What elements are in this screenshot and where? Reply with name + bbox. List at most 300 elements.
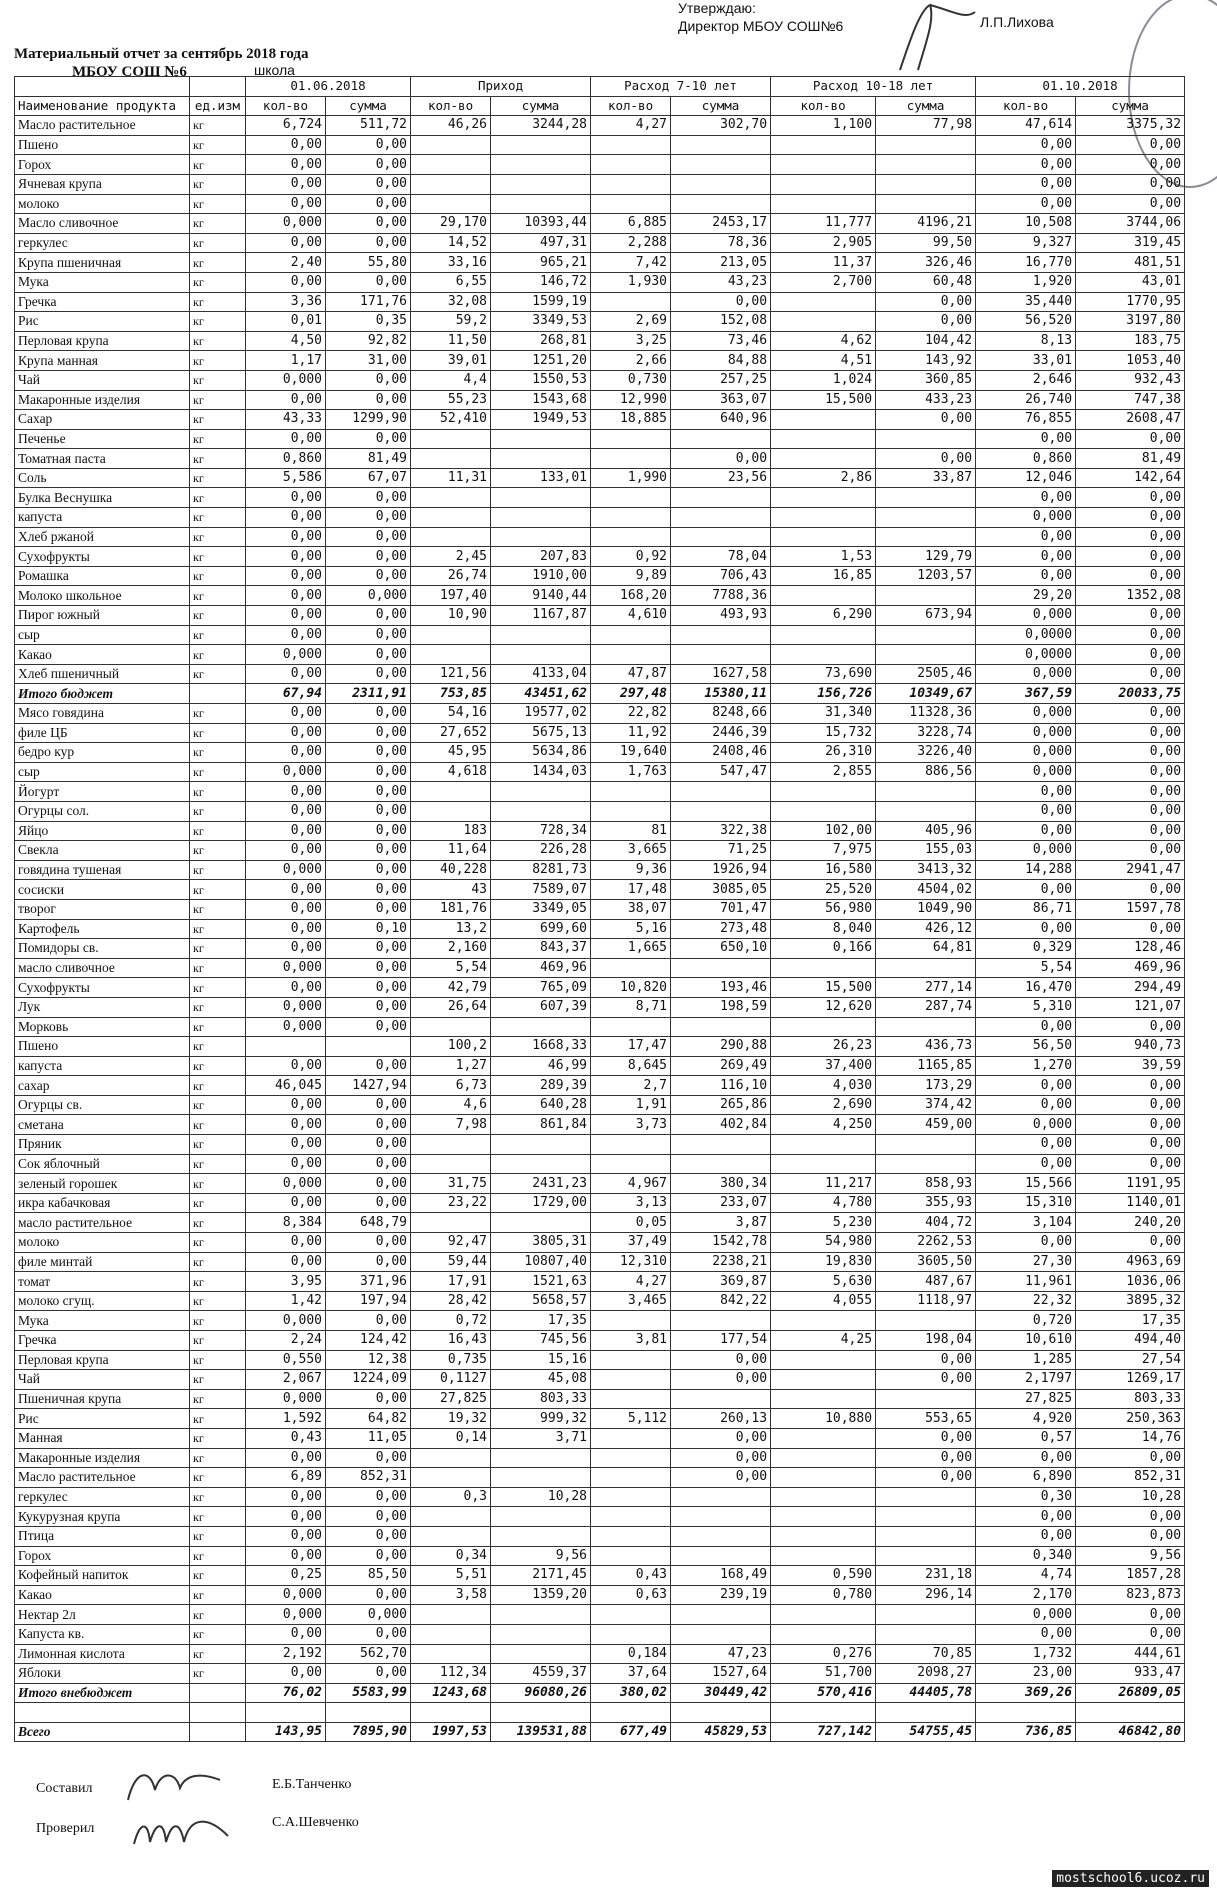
unit-cell: кг: [190, 1115, 246, 1135]
value-cell: 0,00: [1076, 645, 1185, 665]
value-cell: 0,00: [246, 1056, 326, 1076]
value-cell: 1527,64: [671, 1664, 771, 1684]
value-cell: 0,00: [246, 1095, 326, 1115]
value-cell: [411, 782, 491, 802]
value-cell: 297,48: [591, 684, 671, 704]
unit-cell: кг: [190, 253, 246, 273]
value-cell: 0,00: [976, 1448, 1076, 1468]
value-cell: [876, 1135, 976, 1155]
value-cell: [671, 155, 771, 175]
value-cell: 7788,36: [671, 586, 771, 606]
value-cell: [591, 449, 671, 469]
value-cell: 0,00: [1076, 1017, 1185, 1037]
table-row: [15, 1193, 1185, 1213]
table-row: [15, 449, 1185, 469]
value-cell: 2,40: [246, 253, 326, 273]
value-cell: 0,000: [246, 1311, 326, 1331]
value-cell: 4,030: [771, 1076, 876, 1096]
product-name-cell: [15, 1703, 190, 1723]
value-cell: 6,290: [771, 606, 876, 626]
value-cell: 1251,20: [491, 351, 591, 371]
value-cell: 553,65: [876, 1409, 976, 1429]
value-cell: 1,665: [591, 939, 671, 959]
value-cell: 73,690: [771, 664, 876, 684]
value-cell: 25,520: [771, 880, 876, 900]
value-cell: 640,28: [491, 1095, 591, 1115]
value-cell: 380,02: [591, 1683, 671, 1703]
value-cell: 0,00: [326, 429, 411, 449]
product-name-cell: Горох: [15, 155, 190, 175]
product-name-cell: Капуста кв.: [15, 1624, 190, 1644]
value-cell: 0,1127: [411, 1370, 491, 1390]
table-row: [15, 1664, 1185, 1684]
value-cell: 3,36: [246, 292, 326, 312]
value-cell: 273,48: [671, 919, 771, 939]
table-row: [15, 899, 1185, 919]
table-row: [15, 1624, 1185, 1644]
director-title: Директор МБОУ СОШ№6: [678, 18, 844, 34]
value-cell: 0,00: [976, 821, 1076, 841]
value-cell: 1926,94: [671, 860, 771, 880]
product-name-cell: Томатная паста: [15, 449, 190, 469]
unit-cell: кг: [190, 410, 246, 430]
value-cell: 0,00: [246, 1115, 326, 1135]
unit-cell: кг: [190, 664, 246, 684]
unit-cell: кг: [190, 1193, 246, 1213]
value-cell: 0,00: [1076, 919, 1185, 939]
value-cell: 803,33: [1076, 1389, 1185, 1409]
value-cell: 3744,06: [1076, 214, 1185, 234]
product-name-cell: Рис: [15, 1409, 190, 1429]
value-cell: 1997,53: [411, 1722, 491, 1742]
value-cell: 0,01: [246, 312, 326, 332]
value-cell: [411, 194, 491, 214]
value-cell: 31,340: [771, 704, 876, 724]
table-row: [15, 1370, 1185, 1390]
value-cell: 374,42: [876, 1095, 976, 1115]
product-name-cell: Яйцо: [15, 821, 190, 841]
value-cell: [876, 586, 976, 606]
value-cell: 0,00: [976, 801, 1076, 821]
table-row: [15, 978, 1185, 998]
value-cell: 4,62: [771, 331, 876, 351]
value-cell: [591, 958, 671, 978]
value-cell: [411, 645, 491, 665]
value-cell: 0,14: [411, 1428, 491, 1448]
value-cell: [771, 801, 876, 821]
value-cell: 3226,40: [876, 743, 976, 763]
checker-signature: [128, 1806, 238, 1856]
unit-cell: кг: [190, 841, 246, 861]
unit-cell: [190, 1722, 246, 1742]
value-cell: [671, 958, 771, 978]
unit-cell: [190, 684, 246, 704]
value-cell: 277,14: [876, 978, 976, 998]
value-cell: 701,47: [671, 899, 771, 919]
value-cell: 27,54: [1076, 1350, 1185, 1370]
value-cell: 54,16: [411, 704, 491, 724]
value-cell: 0,00: [1076, 723, 1185, 743]
value-cell: 11,777: [771, 214, 876, 234]
table-row: [15, 606, 1185, 626]
value-cell: 823,873: [1076, 1585, 1185, 1605]
value-cell: 0,00: [976, 194, 1076, 214]
value-cell: [411, 1213, 491, 1233]
value-cell: 102,00: [771, 821, 876, 841]
product-name-cell: Булка Веснушка: [15, 488, 190, 508]
value-cell: 67,07: [326, 468, 411, 488]
unit-cell: кг: [190, 997, 246, 1017]
table-row: [15, 1272, 1185, 1292]
product-name-cell: Пряник: [15, 1135, 190, 1155]
value-cell: 3,13: [591, 1193, 671, 1213]
value-cell: 0,00: [326, 1233, 411, 1253]
value-cell: 0,00: [1076, 821, 1185, 841]
value-cell: 12,046: [976, 468, 1076, 488]
value-cell: 7589,07: [491, 880, 591, 900]
value-cell: 43: [411, 880, 491, 900]
value-cell: 1359,20: [491, 1585, 591, 1605]
unit-cell: кг: [190, 1389, 246, 1409]
col-header: кол-во: [591, 96, 671, 116]
value-cell: 0,00: [976, 1135, 1076, 1155]
table-row: [15, 331, 1185, 351]
unit-cell: кг: [190, 508, 246, 528]
value-cell: 38,07: [591, 899, 671, 919]
value-cell: 12,990: [591, 390, 671, 410]
value-cell: 302,70: [671, 116, 771, 136]
value-cell: 1,763: [591, 762, 671, 782]
product-name-cell: томат: [15, 1272, 190, 1292]
value-cell: 0,00: [326, 566, 411, 586]
value-cell: 0,3: [411, 1487, 491, 1507]
value-cell: 0,00: [671, 1350, 771, 1370]
compiled-name: Е.Б.Танченко: [272, 1777, 352, 1792]
value-cell: 1,100: [771, 116, 876, 136]
unit-cell: кг: [190, 370, 246, 390]
value-cell: 4,055: [771, 1291, 876, 1311]
value-cell: [591, 527, 671, 547]
value-cell: 10349,67: [876, 684, 976, 704]
table-row: [15, 860, 1185, 880]
table-row: [15, 351, 1185, 371]
value-cell: [771, 508, 876, 528]
value-cell: 0,184: [591, 1644, 671, 1664]
value-cell: 6,885: [591, 214, 671, 234]
value-cell: 0,00: [326, 704, 411, 724]
unit-cell: кг: [190, 625, 246, 645]
value-cell: [771, 958, 876, 978]
value-cell: 607,39: [491, 997, 591, 1017]
product-name-cell: Перловая крупа: [15, 331, 190, 351]
value-cell: 47,23: [671, 1644, 771, 1664]
product-name-cell: Огурцы св.: [15, 1095, 190, 1115]
value-cell: 193,46: [671, 978, 771, 998]
product-name-cell: Йогурт: [15, 782, 190, 802]
value-cell: 8248,66: [671, 704, 771, 724]
value-cell: 4,50: [246, 331, 326, 351]
value-cell: 404,72: [876, 1213, 976, 1233]
value-cell: [876, 1017, 976, 1037]
product-name-cell: Нектар 2л: [15, 1605, 190, 1625]
value-cell: [876, 508, 976, 528]
value-cell: 405,96: [876, 821, 976, 841]
value-cell: [671, 1605, 771, 1625]
value-cell: [411, 527, 491, 547]
value-cell: 0,00: [1076, 664, 1185, 684]
value-cell: [411, 1605, 491, 1625]
value-cell: 640,96: [671, 410, 771, 430]
product-name-cell: Гречка: [15, 292, 190, 312]
value-cell: 0,00: [246, 919, 326, 939]
value-cell: 0,00: [1076, 1624, 1185, 1644]
value-cell: 289,39: [491, 1076, 591, 1096]
value-cell: 0,30: [976, 1487, 1076, 1507]
unit-cell: кг: [190, 1076, 246, 1096]
value-cell: [591, 1624, 671, 1644]
value-cell: 28,42: [411, 1291, 491, 1311]
value-cell: 0,276: [771, 1644, 876, 1664]
unit-cell: кг: [190, 919, 246, 939]
value-cell: 570,416: [771, 1683, 876, 1703]
value-cell: [671, 1546, 771, 1566]
value-cell: 747,38: [1076, 390, 1185, 410]
product-name-cell: Печенье: [15, 429, 190, 449]
value-cell: 932,43: [1076, 370, 1185, 390]
table-row: [15, 1644, 1185, 1664]
value-cell: 8281,73: [491, 860, 591, 880]
value-cell: [671, 1135, 771, 1155]
value-cell: 5,16: [591, 919, 671, 939]
value-cell: 0,00: [246, 1664, 326, 1684]
value-cell: 17,91: [411, 1272, 491, 1292]
value-cell: 6,724: [246, 116, 326, 136]
value-cell: [591, 1370, 671, 1390]
value-cell: [591, 1017, 671, 1037]
value-cell: 494,40: [1076, 1331, 1185, 1351]
value-cell: 0,00: [1076, 625, 1185, 645]
value-cell: 0,000: [246, 1585, 326, 1605]
value-cell: 493,93: [671, 606, 771, 626]
value-cell: 81,49: [326, 449, 411, 469]
table-row: [15, 645, 1185, 665]
value-cell: 0,00: [326, 939, 411, 959]
unit-cell: кг: [190, 978, 246, 998]
value-cell: 0,00: [246, 527, 326, 547]
value-cell: 0,00: [326, 664, 411, 684]
value-cell: 0,00: [246, 155, 326, 175]
value-cell: 0,00: [246, 508, 326, 528]
value-cell: 0,00: [246, 625, 326, 645]
value-cell: 27,30: [976, 1252, 1076, 1272]
value-cell: 852,31: [1076, 1468, 1185, 1488]
product-name-cell: геркулес: [15, 1487, 190, 1507]
value-cell: 0,00: [326, 1311, 411, 1331]
value-cell: 3413,32: [876, 860, 976, 880]
value-cell: [591, 1526, 671, 1546]
value-cell: 0,00: [876, 449, 976, 469]
value-cell: 0,00: [326, 1585, 411, 1605]
table-row: [15, 1507, 1185, 1527]
value-cell: 2,170: [976, 1585, 1076, 1605]
value-cell: [491, 1526, 591, 1546]
value-cell: 0,00: [246, 978, 326, 998]
unit-cell: кг: [190, 155, 246, 175]
value-cell: [591, 292, 671, 312]
value-cell: 32,08: [411, 292, 491, 312]
value-cell: 0,00: [246, 566, 326, 586]
product-name-cell: Чай: [15, 1370, 190, 1390]
value-cell: [491, 488, 591, 508]
value-cell: 444,61: [1076, 1644, 1185, 1664]
product-name-cell: Морковь: [15, 1017, 190, 1037]
value-cell: 240,20: [1076, 1213, 1185, 1233]
value-cell: 1140,01: [1076, 1193, 1185, 1213]
product-name-cell: Какао: [15, 1585, 190, 1605]
value-cell: 0,00: [976, 1624, 1076, 1644]
value-cell: 29,20: [976, 586, 1076, 606]
table-row: [15, 1135, 1185, 1155]
value-cell: 0,00: [1076, 429, 1185, 449]
value-cell: 0,00: [246, 743, 326, 763]
unit-cell: кг: [190, 116, 246, 136]
product-name-cell: сыр: [15, 625, 190, 645]
value-cell: 22,32: [976, 1291, 1076, 1311]
value-cell: 3,73: [591, 1115, 671, 1135]
product-name-cell: Свекла: [15, 841, 190, 861]
value-cell: 4,27: [591, 116, 671, 136]
value-cell: 3085,05: [671, 880, 771, 900]
product-name-cell: Сухофрукты: [15, 978, 190, 998]
product-name-cell: зеленый горошек: [15, 1174, 190, 1194]
value-cell: 1,592: [246, 1409, 326, 1429]
value-cell: 0,00: [246, 586, 326, 606]
value-cell: 121,56: [411, 664, 491, 684]
value-cell: [876, 1703, 976, 1723]
product-name-cell: Пшено: [15, 135, 190, 155]
value-cell: 0,00: [976, 135, 1076, 155]
table-row: [15, 1585, 1185, 1605]
value-cell: 3805,31: [491, 1233, 591, 1253]
value-cell: 1167,87: [491, 606, 591, 626]
value-cell: 0,00: [671, 449, 771, 469]
value-cell: 0,00: [326, 1624, 411, 1644]
value-cell: 56,980: [771, 899, 876, 919]
value-cell: 0,00: [976, 919, 1076, 939]
value-cell: 8,13: [976, 331, 1076, 351]
director-signature: [880, 0, 1000, 80]
report-title: Материальный отчет за сентябрь 2018 года: [14, 46, 309, 62]
value-cell: 19,32: [411, 1409, 491, 1429]
value-cell: 0,00: [326, 821, 411, 841]
value-cell: 67,94: [246, 684, 326, 704]
table-row: [15, 1448, 1185, 1468]
value-cell: [591, 1389, 671, 1409]
unit-cell: кг: [190, 468, 246, 488]
value-cell: 19,830: [771, 1252, 876, 1272]
table-row: [15, 939, 1185, 959]
value-cell: 2,690: [771, 1095, 876, 1115]
total-row: [15, 1722, 1185, 1742]
unit-cell: кг: [190, 527, 246, 547]
value-cell: 296,14: [876, 1585, 976, 1605]
value-cell: 59,2: [411, 312, 491, 332]
product-name-cell: Макаронные изделия: [15, 1448, 190, 1468]
value-cell: 0,00: [326, 174, 411, 194]
value-cell: 2098,27: [876, 1664, 976, 1684]
value-cell: 0,00: [326, 1154, 411, 1174]
value-cell: 239,19: [671, 1585, 771, 1605]
table-row: [15, 1056, 1185, 1076]
value-cell: 171,76: [326, 292, 411, 312]
product-name-cell: Масло сливочное: [15, 214, 190, 234]
value-cell: 9,56: [1076, 1546, 1185, 1566]
col-header: кол-во: [771, 96, 876, 116]
value-cell: 9140,44: [491, 586, 591, 606]
product-name-cell: Лук: [15, 997, 190, 1017]
value-cell: 233,07: [671, 1193, 771, 1213]
product-name-cell: Сахар: [15, 410, 190, 430]
value-cell: 26,740: [976, 390, 1076, 410]
value-cell: [491, 155, 591, 175]
value-cell: [591, 625, 671, 645]
value-cell: 650,10: [671, 939, 771, 959]
value-cell: 0,00: [976, 155, 1076, 175]
value-cell: 0,000: [246, 860, 326, 880]
table-row: [15, 664, 1185, 684]
value-cell: 11328,36: [876, 704, 976, 724]
unit-cell: кг: [190, 801, 246, 821]
col-header: Наименование продукта: [15, 96, 190, 116]
value-cell: 0,000: [326, 1605, 411, 1625]
value-cell: [876, 1605, 976, 1625]
value-cell: 2,160: [411, 939, 491, 959]
value-cell: 728,34: [491, 821, 591, 841]
value-cell: 52,410: [411, 410, 491, 430]
value-cell: 0,00: [1076, 527, 1185, 547]
value-cell: [591, 645, 671, 665]
table-row: [15, 155, 1185, 175]
value-cell: 0,720: [976, 1311, 1076, 1331]
value-cell: 4196,21: [876, 214, 976, 234]
value-cell: 155,03: [876, 841, 976, 861]
unit-cell: кг: [190, 1154, 246, 1174]
value-cell: 15380,11: [671, 684, 771, 704]
value-cell: 294,49: [1076, 978, 1185, 998]
value-cell: 355,93: [876, 1193, 976, 1213]
value-cell: 0,00: [976, 1507, 1076, 1527]
value-cell: [671, 1624, 771, 1644]
value-cell: 116,10: [671, 1076, 771, 1096]
product-name-cell: Сок яблочный: [15, 1154, 190, 1174]
table-row: [15, 1233, 1185, 1253]
value-cell: 360,85: [876, 370, 976, 390]
value-cell: 0,00: [246, 899, 326, 919]
value-cell: 322,38: [671, 821, 771, 841]
value-cell: 1521,63: [491, 1272, 591, 1292]
watermark: mostschool6.ucoz.ru: [1052, 1870, 1209, 1887]
value-cell: 0,00: [1076, 1526, 1185, 1546]
value-cell: 2262,53: [876, 1233, 976, 1253]
value-cell: 0,63: [591, 1585, 671, 1605]
value-cell: 0,000: [246, 1174, 326, 1194]
table-row: [15, 1095, 1185, 1115]
unit-cell: кг: [190, 1252, 246, 1272]
value-cell: 0,00: [246, 723, 326, 743]
value-cell: 1,990: [591, 468, 671, 488]
table-row: [15, 468, 1185, 488]
value-cell: 42,79: [411, 978, 491, 998]
